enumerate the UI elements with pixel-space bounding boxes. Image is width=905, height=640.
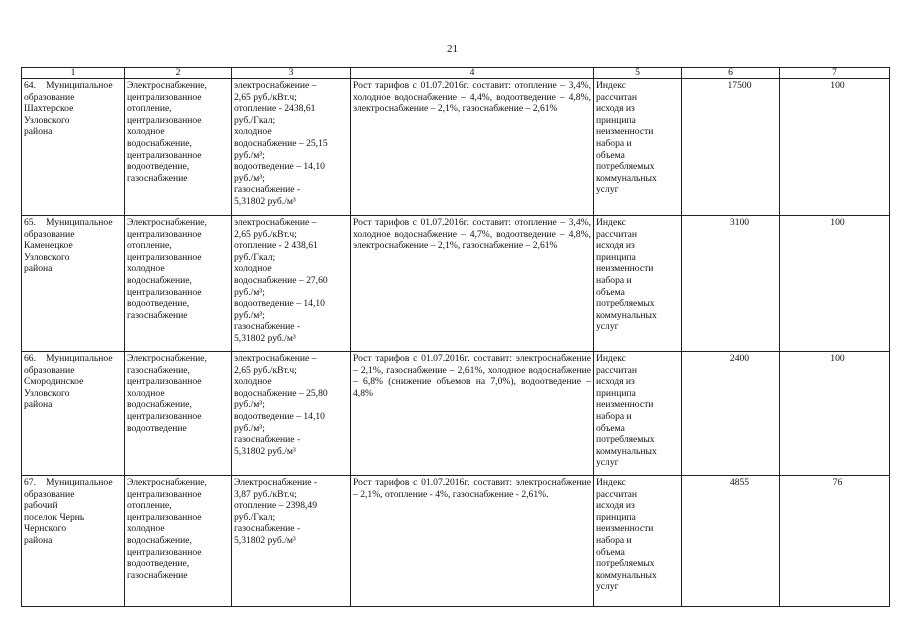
tariffs-cell: электроснабжение – 2,65 руб./кВт.ч; отопление - 2438,61 руб./Гкал; холодное водоснабжение – 25,15 руб./м³; водоотведение – 14,10 руб./м³; газоснабжение - 5,31802 руб./м³ — [232, 79, 351, 216]
header-col-5: 5 — [594, 68, 682, 79]
table-row — [22, 352, 890, 476]
municipality-name: Муниципальное образование Шахтерское Узловского района — [24, 80, 113, 138]
col6-cell — [682, 352, 780, 476]
services-cell: Электроснабжение, газоснабжение, централизованное холодное водоснабжение, централизованное водоотведение — [125, 352, 232, 476]
services-cell: Электроснабжение, централизованное отопление, централизованное холодное водоснабжение, централизованное водоотведение, газоснабжение — [125, 79, 232, 216]
header-col-3: 3 — [232, 68, 351, 79]
growth-cell: Рост тарифов с 01.07.2016г. составит: отопление – 3,4%, холодное водоснабжение – 4,4%, водоотведение – 4,8%, электроснабжение – 2,1%, газоснабжение – 2,61% — [351, 79, 594, 216]
col7-value: 100 — [830, 353, 845, 364]
col7-value: 100 — [830, 217, 845, 228]
page-number: 21 — [447, 43, 458, 55]
municipality-cell — [22, 476, 125, 607]
col7-cell — [780, 352, 890, 476]
services-cell: Электроснабжение, централизованное отопление, централизованное холодное водоснабжение, централизованное водоотведение, газоснабжение — [125, 216, 232, 352]
index-note-cell: Индекс рассчитан исходя из принципа неизменности набора и объема потребляемых коммунальных услуг — [594, 352, 682, 476]
municipality-cell — [22, 79, 125, 216]
services-cell: Электроснабжение, централизованное отопление, централизованное холодное водоснабжение, централизованное водоотведение, газоснабжение — [125, 476, 232, 607]
col6-cell — [682, 79, 780, 216]
row-number: 64. — [24, 80, 36, 91]
header-col-4: 4 — [351, 68, 594, 79]
tariffs-cell: электроснабжение – 2,65 руб./кВт.ч; отопление - 2 438,61 руб./Гкал; холодное водоснабжение – 27,60 руб./м³; водоотведение – 14,10 руб./м³; газоснабжение - 5,31802 руб./м³ — [232, 216, 351, 352]
municipality-name: Муниципальное образование Каменецкое Узловского района — [24, 217, 113, 275]
col7-value: 100 — [830, 80, 845, 91]
municipality-name: Муниципальное образование Смородинское Узловского района — [24, 353, 113, 411]
municipality-cell — [22, 352, 125, 476]
header-col-1: 1 — [22, 68, 125, 79]
tariff-table — [21, 67, 890, 607]
table-header — [22, 68, 890, 79]
header-col-2: 2 — [125, 68, 232, 79]
tariffs-cell: электроснабжение – 2,65 руб./кВт.ч; холодное водоснабжение – 25,80 руб./м³; водоотведение – 14,10 руб./м³; газоснабжение - 5,31802 руб./м³ — [232, 352, 351, 476]
col6-cell — [682, 476, 780, 607]
table-row — [22, 216, 890, 352]
municipality-name: Муниципальное образование рабочий поселок Чернь Чернского района — [24, 477, 113, 546]
growth-cell: Рост тарифов с 01.07.2016г. составит: электроснабжение – 2,1%, газоснабжение – 2,61%, холодное водоснабжение – 6,8% (снижение объемов на 7,0%), водоотведение – 4,8% — [351, 352, 594, 476]
municipality-cell — [22, 216, 125, 352]
col6-value: 3100 — [729, 217, 750, 228]
growth-cell: Рост тарифов с 01.07.2016г. составит: отопление – 3,4%, холодное водоснабжение – 4,7%, водоотведение – 4,8%, электроснабжение – 2,1%, газоснабжение – 2,61% — [351, 216, 594, 352]
index-note-cell: Индекс рассчитан исходя из принципа неизменности набора и объема потребляемых коммунальных услуг — [594, 216, 682, 352]
col6-value: 2400 — [729, 353, 750, 364]
header-col-6: 6 — [682, 68, 780, 79]
index-note-cell: Индекс рассчитан исходя из принципа неизменности набора и объема потребляемых коммунальных услуг — [594, 476, 682, 607]
header-col-7: 7 — [780, 68, 890, 79]
table-row — [22, 476, 890, 607]
col6-value: 4855 — [729, 477, 750, 488]
col7-cell — [780, 476, 890, 607]
col7-cell — [780, 216, 890, 352]
table-row — [22, 79, 890, 216]
header-row — [22, 68, 890, 79]
col6-cell — [682, 216, 780, 352]
col7-value: 76 — [832, 477, 843, 488]
col6-value: 17500 — [727, 80, 752, 91]
tariffs-cell: Электроснабжение - 3,87 руб./кВт.ч; отопление – 2398,49 руб./Гкал; газоснабжение - 5,31802 руб./м³ — [232, 476, 351, 607]
index-note-cell: Индекс рассчитан исходя из принципа неизменности набора и объема потребляемых коммунальных услуг — [594, 79, 682, 216]
growth-cell: Рост тарифов с 01.07.2016г. составит: электроснабжение – 2,1%, отопление - 4%, газоснабжение - 2,61%. — [351, 476, 594, 607]
row-number: 67. — [24, 477, 36, 488]
row-number: 65. — [24, 217, 36, 228]
col7-cell — [780, 79, 890, 216]
row-number: 66. — [24, 353, 36, 364]
